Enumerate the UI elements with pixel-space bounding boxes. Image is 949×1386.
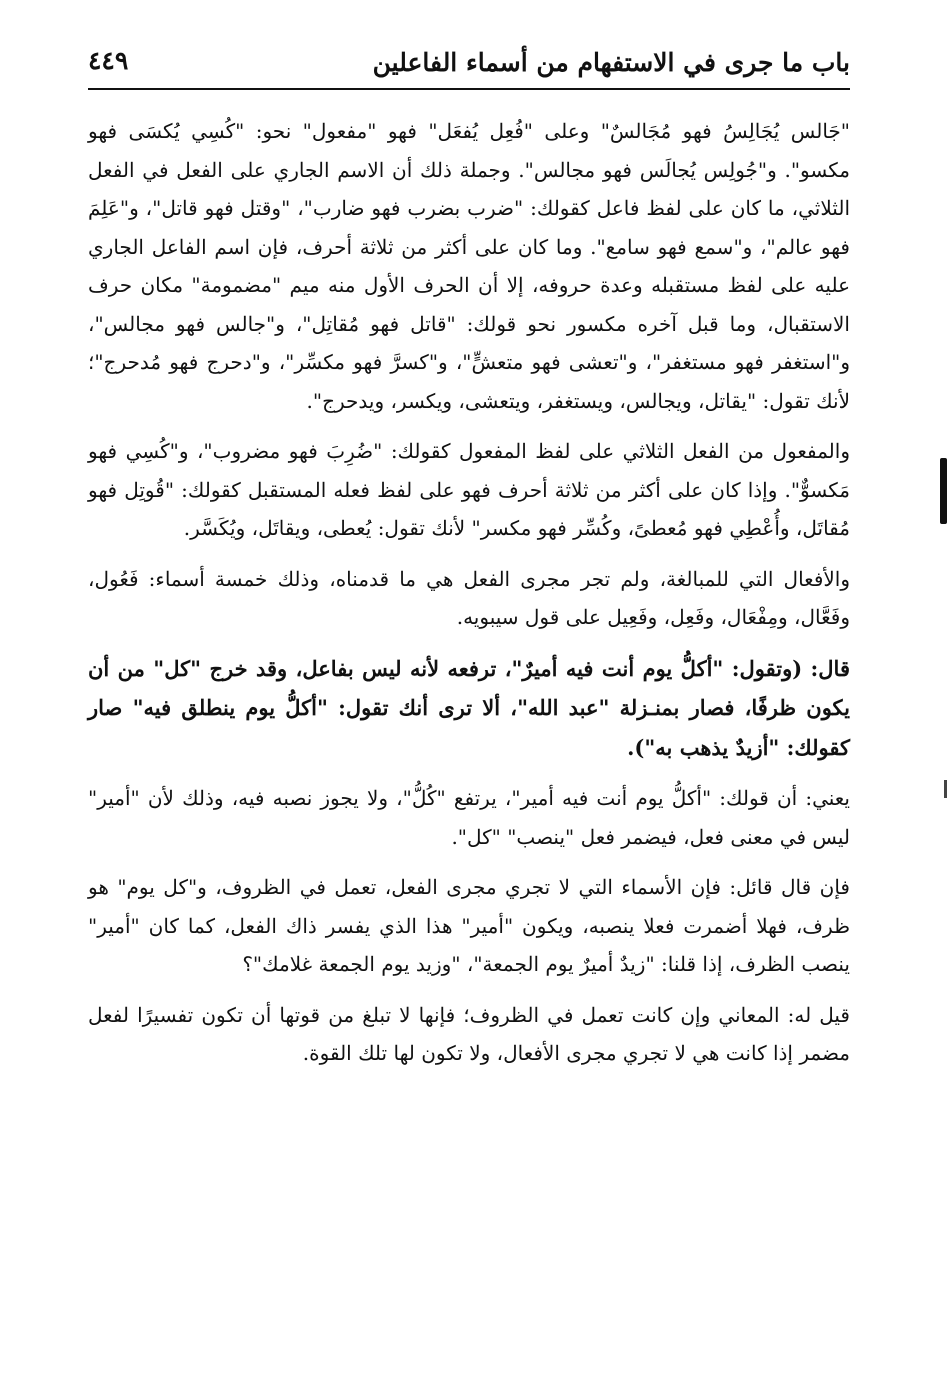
paragraph-2: والمفعول من الفعل الثلاثي على لفظ المفعول كقولك: "ضُرِبَ فهو مضروب"، و"كُسِي فهو مَكسوٌّ". وإذا كان على أكثر من ثلاثة أحرف فهو على لفظ فعله المستقبل كقولك: "قُوتِل فهو مُقاتَل، وأُعْطِي فهو مُعطىً، وكُسِّر فهو مكسر" لأنك تقول: يُعطى، ويقاتَل، ويُكَسَّر. <box>88 439 850 540</box>
paragraph-5: يعني: أن قولك: "أكلُّ يوم أنت فيه أمير"، يرتفع "كُلُّ"، ولا يجوز نصبه فيه، وذلك لأن "أمير" ليس في معنى فعل، فيضمر فعل "ينصب" "كل". <box>88 786 850 849</box>
paragraph-1: "جَالس يُجَالِسُ فهو مُجَالسٌ" وعلى "فُعِل يُفعَل" فهو "مفعول" نحو: "كُسِي يُكسَى فهو مكسو". و"جُولِس يُجالَس فهو مجالس". وجملة ذلك أن الاسم الجاري على الفعل في الفعل الثلاثي، ما كان على لفظ فاعل كقولك: "ضرب بضرب فهو ضارب"، "وقتل فهو قاتل"، و"عَلِمَ فهو عالم"، و"سمع فهو سامع". وما كان على أكثر من ثلاثة أحرف، فإن اسم الفاعل الجاري عليه على لفظ مستقبله وعدة حروفه، إلا أن الحرف الأول منه ميم "مضمومة" مكان حرف الاستقبال، وما قبل آخره مكسور نحو قولك: "قاتل فهو مُقاتِل"، و"جالس فهو مجالس"، و"استغفر فهو مستغفر"، و"تعشى فهو متعشٍّ"، و"كسرَّ فهو مكسِّر"، و"دحرج فهو مُدحرج"؛ لأنك تقول: "يقاتل، ويجالس، ويستغفر، ويتعشى، ويكسر، ويدحرج". <box>88 119 850 413</box>
scan-edge-dot <box>944 780 947 798</box>
scan-edge-mark <box>940 458 947 524</box>
quoted-text-paragraph: قال: (وتقول: "أكلُّ يوم أنت فيه أميرٌ"، ترفعه لأنه ليس بفاعل، وقد خرج "كل" من أن يكون ظرفًا، فصار بمنـزلة "عبد الله"، ألا ترى أنك تقول: "أكلُّ يوم ينطلق فيه" صار كقولك: "أزيدٌ يذهب به"). <box>88 655 850 760</box>
paragraph-7: قيل له: المعاني وإن كانت تعمل في الظروف؛ فإنها لا تبلغ من قوتها أن تكون تفسيرًا لفعل مضمر إذا كانت هي لا تجري مجرى الأفعال، ولا تكون لها تلك القوة. <box>88 1002 850 1065</box>
paragraph-3: والأفعال التي للمبالغة، ولم تجر مجرى الفعل هي ما قدمناه، وذلك خمسة أسماء: فَعُول، وفَعَّال، ومِفْعَال، وفَعِل، وفَعِيل على قول سيبويه. <box>88 566 851 629</box>
paragraph-6: فإن قال قائل: فإن الأسماء التي لا تجري مجرى الفعل، تعمل في الظروف، و"كل يوم" هو ظرف، فهلا أضمرت فعلا ينصبه، ويكون "أمير" هذا الذي يفسر ذاك الفعل، كما كان "أمير" ينصب الظرف، إذا قلنا: "زيدٌ أميرٌ يوم الجمعة"، "وزيد يوم الجمعة غلامك"؟ <box>88 875 850 976</box>
page-body <box>88 112 850 1085</box>
page-header <box>88 40 850 90</box>
page-number: ٤٤٩ <box>88 46 129 75</box>
chapter-title: باب ما جرى في الاستفهام من أسماء الفاعلين <box>372 48 850 77</box>
